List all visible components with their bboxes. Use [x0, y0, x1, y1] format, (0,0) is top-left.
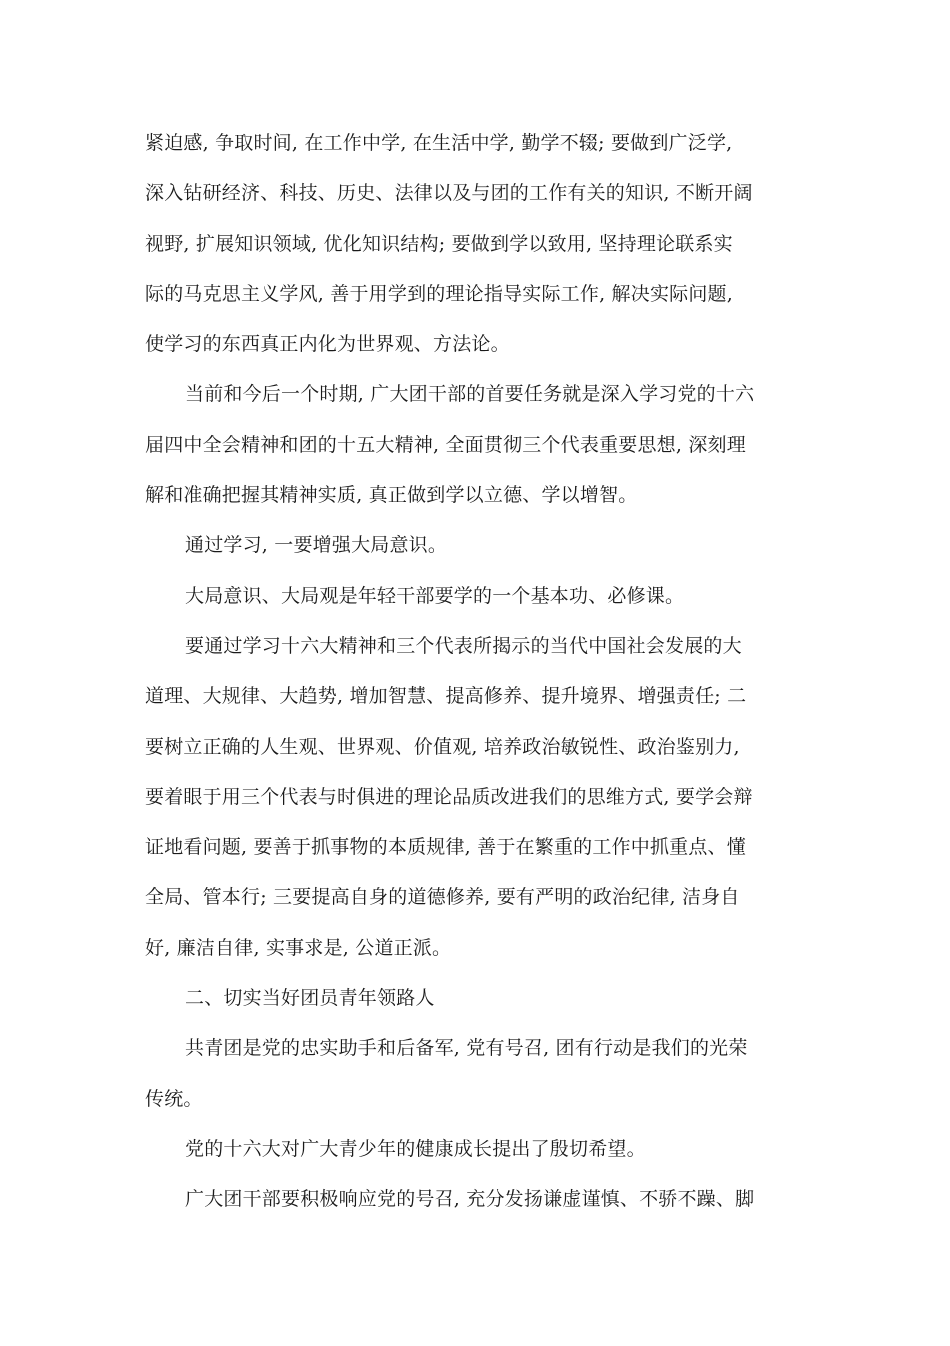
text-line: 视野, 扩展知识领域, 优化知识结构; 要做到学以致用, 坚持理论联系实 [145, 232, 733, 255]
text-line: 解和准确把握其精神实质, 真正做到学以立德、学以增智。 [145, 484, 638, 507]
text-line: 大局意识、大局观是年轻干部要学的一个基本功、必修课。 [185, 584, 685, 607]
text-line: 要着眼于用三个代表与时俱进的理论品质改进我们的思维方式, 要学会辩 [145, 785, 753, 808]
body-text [145, 118, 805, 1225]
text-line: 紧迫感, 争取时间, 在工作中学, 在生活中学, 勤学不辍; 要做到广泛学, [145, 132, 733, 154]
text-line: 当前和今后一个时期, 广大团干部的首要任务就是深入学习党的十六 [185, 383, 755, 406]
text-line: 证地看问题, 要善于抓事物的本质规律, 善于在繁重的工作中抓重点、懂 [145, 836, 746, 859]
text-line: 广大团干部要积极响应党的号召, 充分发扬谦虚谨慎、不骄不躁、脚 [185, 1188, 755, 1211]
text-line: 通过学习, 一要增强大局意识。 [185, 534, 448, 557]
text-line: 要通过学习十六大精神和三个代表所揭示的当代中国社会发展的大 [185, 634, 742, 657]
text-line: 党的十六大对广大青少年的健康成长提出了殷切希望。 [185, 1137, 646, 1160]
text-line: 际的马克思主义学风, 善于用学到的理论指导实际工作, 解决实际问题, [145, 282, 733, 305]
text-line: 道理、大规律、大趋势, 增加智慧、提高修养、提升境界、增强责任; 二 [145, 685, 747, 708]
text-line: 传统。 [145, 1087, 203, 1110]
text-line: 共青团是党的忠实助手和后备军, 党有号召, 团有行动是我们的光荣 [185, 1037, 748, 1060]
text-line: 使学习的东西真正内化为世界观、方法论。 [145, 333, 510, 356]
text-line: 届四中全会精神和团的十五大精神, 全面贯彻三个代表重要思想, 深刻理 [145, 433, 746, 456]
text-line: 全局、管本行; 三要提高自身的道德修养, 要有严明的政治纪律, 洁身自 [145, 886, 740, 909]
text-line: 好, 廉洁自律, 实事求是, 公道正派。 [145, 936, 452, 959]
section-heading: 二、切实当好团员青年领路人 [185, 987, 435, 1010]
text-line: 深入钻研经济、科技、历史、法律以及与团的工作有关的知识, 不断开阔 [145, 182, 753, 205]
text-line: 要树立正确的人生观、世界观、价值观, 培养政治敏锐性、政治鉴别力, [145, 735, 740, 758]
